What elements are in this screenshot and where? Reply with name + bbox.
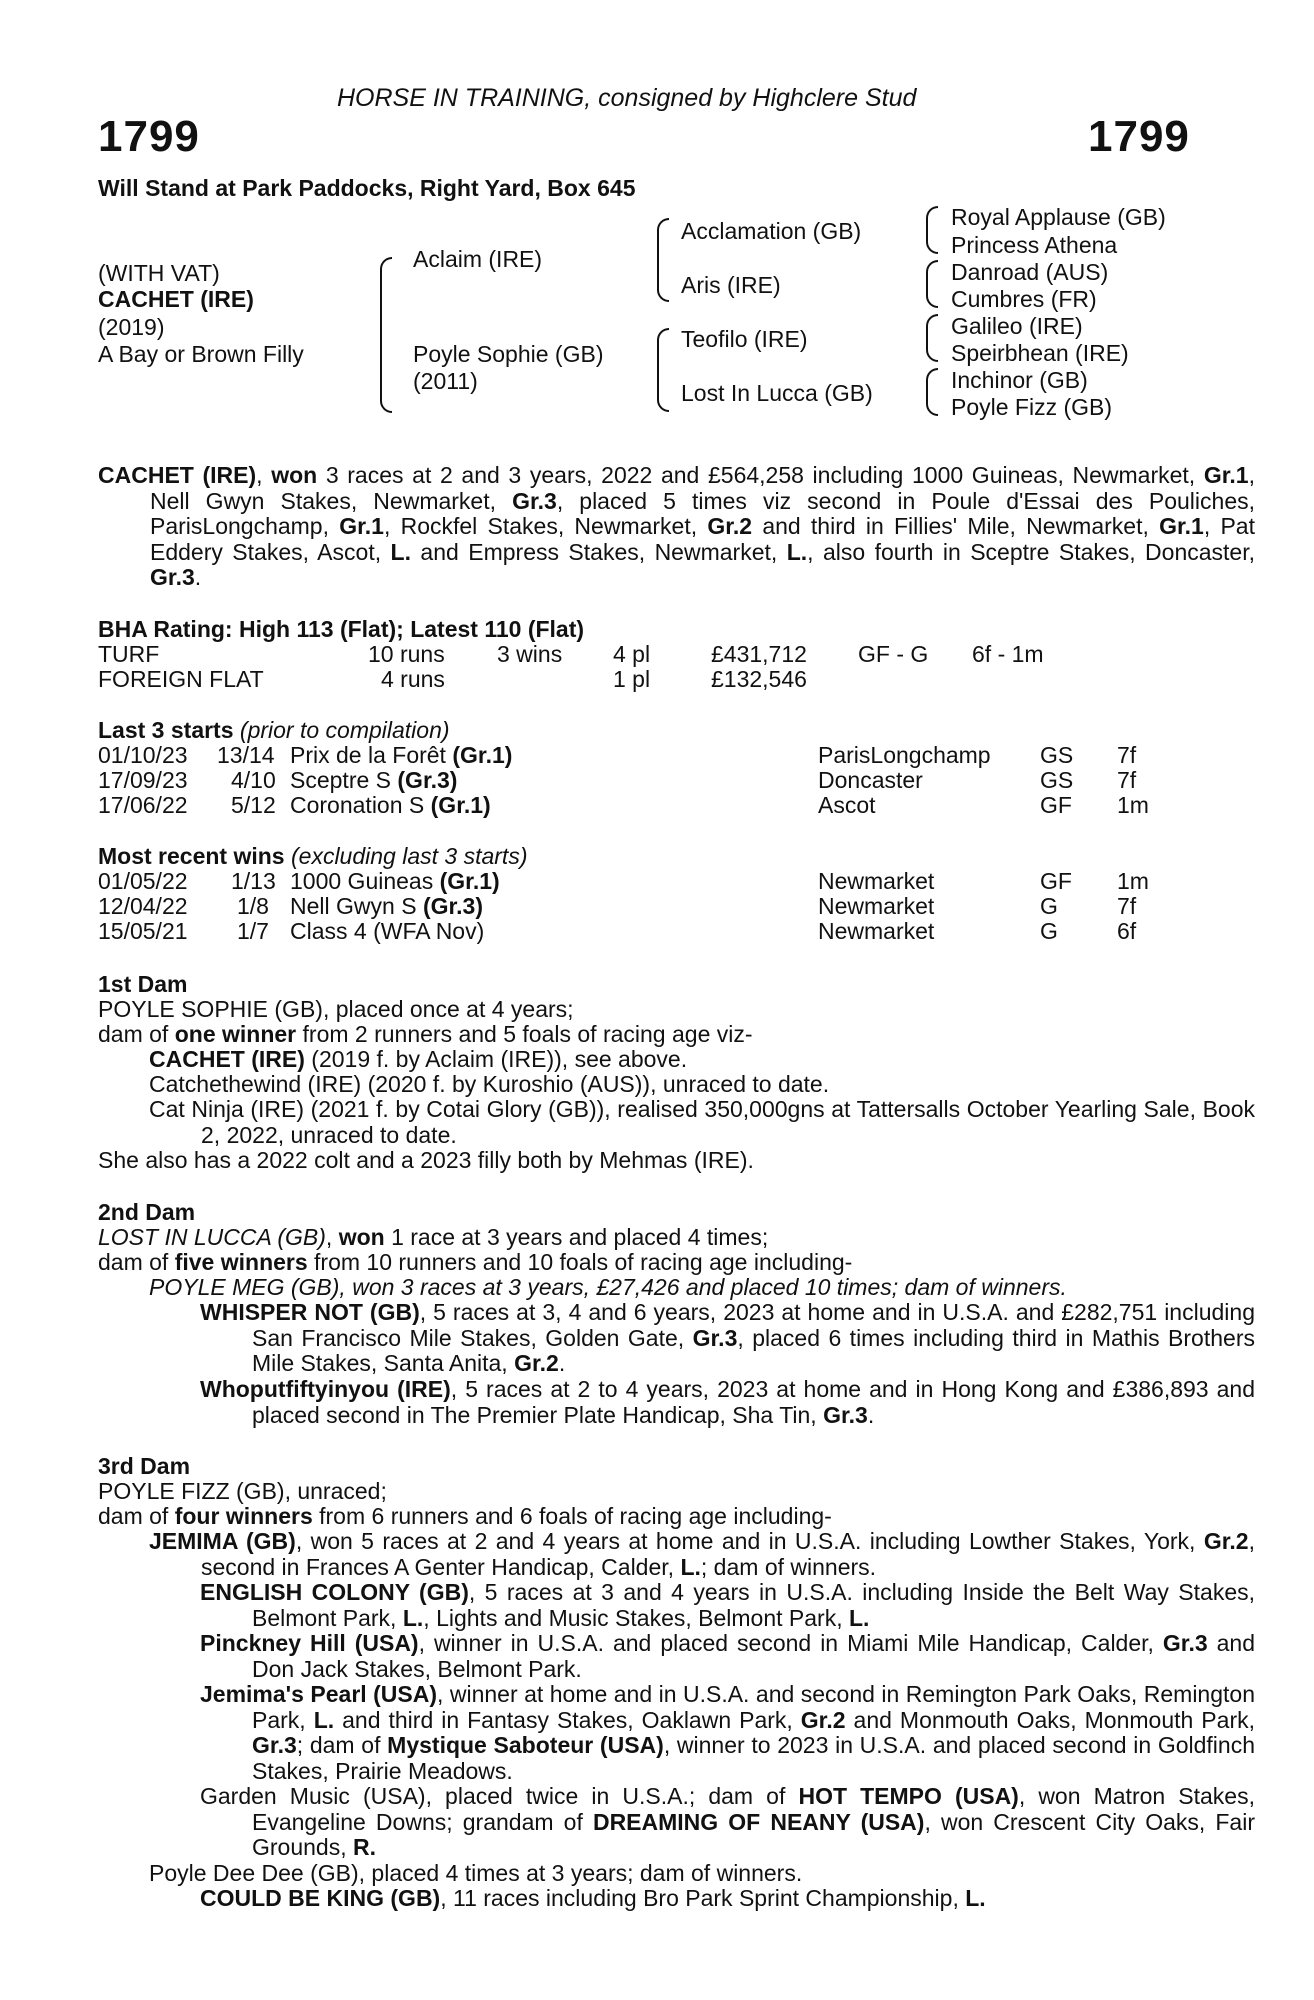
sire-brace bbox=[657, 218, 669, 302]
horse-year: (2019) bbox=[98, 314, 165, 340]
dam1-progeny: Cat Ninja (IRE) (2021 f. by Cotai Glory (GB)), realised 350,000gns at Tattersalls October Yearling Sale, Book 2, 2022, unraced to date. bbox=[149, 1096, 1255, 1148]
dam3-progeny: Poyle Dee Dee (GB), placed 4 times at 3 years; dam of winners. bbox=[149, 1860, 803, 1886]
dam2-grandprogeny: WHISPER NOT (GB), 5 races at 3, 4 and 6 years, 2023 at home and in U.S.A. and £282,751 including San Francisco Mile Stakes, Golden Gate, Gr.3, placed 6 times including third in Mathis Brothers Mile Stakes, Santa Anita, Gr.2. bbox=[200, 1299, 1255, 1376]
gen3-ancestor: Speirbhean (IRE) bbox=[951, 340, 1129, 366]
gen3-brace bbox=[926, 206, 938, 254]
dam2-heading: 2nd Dam bbox=[98, 1199, 196, 1225]
gen3-ancestor: Princess Athena bbox=[951, 232, 1118, 258]
dam2-grandprogeny: Whoputfiftyinyou (IRE), 5 races at 2 to 4 years, 2023 at home and in Hong Kong and £386,893 and placed second in The Premier Plate Handicap, Sha Tin, Gr.3. bbox=[200, 1376, 1256, 1428]
summary-horse-name: CACHET (IRE) bbox=[98, 462, 257, 488]
dam-brace bbox=[657, 328, 669, 412]
horse-name: CACHET (IRE) bbox=[98, 286, 254, 312]
dam-year: (2011) bbox=[413, 368, 478, 394]
gen3-ancestor: Cumbres (FR) bbox=[951, 286, 1097, 312]
dam3-grandprogeny: Garden Music (USA), placed twice in U.S.A.; dam of HOT TEMPO (USA), won Matron Stakes, Evangeline Downs; grandam of DREAMING OF NEANY (USA), won Crescent City Oaks, Fair Grounds, R. bbox=[200, 1783, 1255, 1860]
dam2-progeny: POYLE MEG (GB), won 3 races at 3 years, £27,426 and placed 10 times; dam of winners. bbox=[149, 1274, 1067, 1300]
dam1-line: dam of one winner from 2 runners and 5 foals of racing age viz- bbox=[98, 1021, 753, 1047]
dam-name: Poyle Sophie (GB) bbox=[413, 341, 604, 367]
dam-dam: Lost In Lucca (GB) bbox=[681, 380, 873, 406]
lot-number-left: 1799 bbox=[98, 112, 200, 161]
dam3-line: dam of four winners from 6 runners and 6 foals of racing age including- bbox=[98, 1503, 832, 1529]
sire-dam: Aris (IRE) bbox=[681, 272, 781, 298]
race-summary: CACHET (IRE), won 3 races at 2 and 3 years, 2022 and £564,258 including 1000 Guineas, Newmarket, Gr.1, Nell Gwyn Stakes, Newmarket, Gr.3, placed 5 times viz second in Poule d'Essai des Pouliches, ParisLongchamp, Gr.1, Rockfel Stakes, Newmarket, Gr.2 and third in Fillies' Mile, Newmarket, Gr.1, Pat Eddery Stakes, Ascot, L. and Empress Stakes, Newmarket, L., also fourth in Sceptre Stakes, Doncaster, Gr.3. bbox=[98, 462, 1255, 590]
gen3-brace bbox=[926, 368, 938, 416]
dam-sire: Teofilo (IRE) bbox=[681, 326, 808, 352]
rating-heading: BHA Rating: High 113 (Flat); Latest 110 (Flat) bbox=[98, 616, 585, 642]
gen3-brace bbox=[926, 260, 938, 308]
dam3-grandprogeny: Pinckney Hill (USA), winner in U.S.A. and placed second in Miami Mile Handicap, Calder, Gr.3 and Don Jack Stakes, Belmont Park. bbox=[200, 1630, 1255, 1682]
gen3-ancestor: Galileo (IRE) bbox=[951, 313, 1083, 339]
wins-heading: Most recent wins (excluding last 3 starts) bbox=[98, 843, 528, 869]
dam3-progeny: JEMIMA (GB), won 5 races at 2 and 4 years at home and in U.S.A. including Lowther Stakes, York, Gr.2, second in Frances A Genter Handicap, Calder, L.; dam of winners. bbox=[149, 1528, 1255, 1580]
dam3-heading: 3rd Dam bbox=[98, 1453, 191, 1479]
gen3-ancestor: Danroad (AUS) bbox=[951, 259, 1109, 285]
dam1-progeny: Catchethewind (IRE) (2020 f. by Kuroshio (AUS)), unraced to date. bbox=[149, 1071, 830, 1097]
gen3-ancestor: Inchinor (GB) bbox=[951, 367, 1088, 393]
gen3-ancestor: Royal Applause (GB) bbox=[951, 204, 1166, 230]
dam1-heading: 1st Dam bbox=[98, 971, 188, 997]
sire-sire: Acclamation (GB) bbox=[681, 218, 862, 244]
last3-heading: Last 3 starts (prior to compilation) bbox=[98, 717, 450, 743]
consignor-subtitle: HORSE IN TRAINING, consigned by Highclere Stud bbox=[337, 84, 917, 112]
dam3-grandprogeny: ENGLISH COLONY (GB), 5 races at 3 and 4 years in U.S.A. including Inside the Belt Way Stakes, Belmont Park, L., Lights and Music Stakes, Belmont Park, L. bbox=[200, 1579, 1255, 1631]
dam1-line: She also has a 2022 colt and a 2023 filly both by Mehmas (IRE). bbox=[98, 1147, 754, 1173]
lot-number-right: 1799 bbox=[1088, 112, 1190, 161]
dam2-line: dam of five winners from 10 runners and 10 foals of racing age including- bbox=[98, 1249, 853, 1275]
sire-name: Aclaim (IRE) bbox=[413, 246, 543, 272]
gen3-brace bbox=[926, 314, 938, 362]
dam1-progeny: CACHET (IRE) (2019 f. by Aclaim (IRE)), see above. bbox=[149, 1046, 688, 1072]
dam3-line: POYLE FIZZ (GB), unraced; bbox=[98, 1478, 387, 1504]
dam3-grandprogeny: COULD BE KING (GB), 11 races including Bro Park Sprint Championship, L. bbox=[200, 1885, 986, 1911]
dam1-line: POYLE SOPHIE (GB), placed once at 4 years; bbox=[98, 996, 574, 1022]
vat-status: (WITH VAT) bbox=[98, 260, 220, 286]
stand-location: Will Stand at Park Paddocks, Right Yard, Box 645 bbox=[98, 175, 636, 201]
dam3-grandprogeny: Jemima's Pearl (USA), winner at home and in U.S.A. and second in Remington Park Oaks, Remington Park, L. and third in Fantasy Stakes, Oaklawn Park, Gr.2 and Monmouth Oaks, Monmouth Park, Gr.3; dam of Mystique Saboteur (USA), winner to 2023 in U.S.A. and placed second in Goldfinch Stakes, Prairie Meadows. bbox=[200, 1681, 1256, 1784]
horse-description: A Bay or Brown Filly bbox=[98, 341, 304, 367]
pedigree-brace bbox=[380, 257, 392, 413]
gen3-ancestor: Poyle Fizz (GB) bbox=[951, 394, 1113, 420]
dam2-line: LOST IN LUCCA (GB), won 1 race at 3 years and placed 4 times; bbox=[98, 1224, 769, 1250]
